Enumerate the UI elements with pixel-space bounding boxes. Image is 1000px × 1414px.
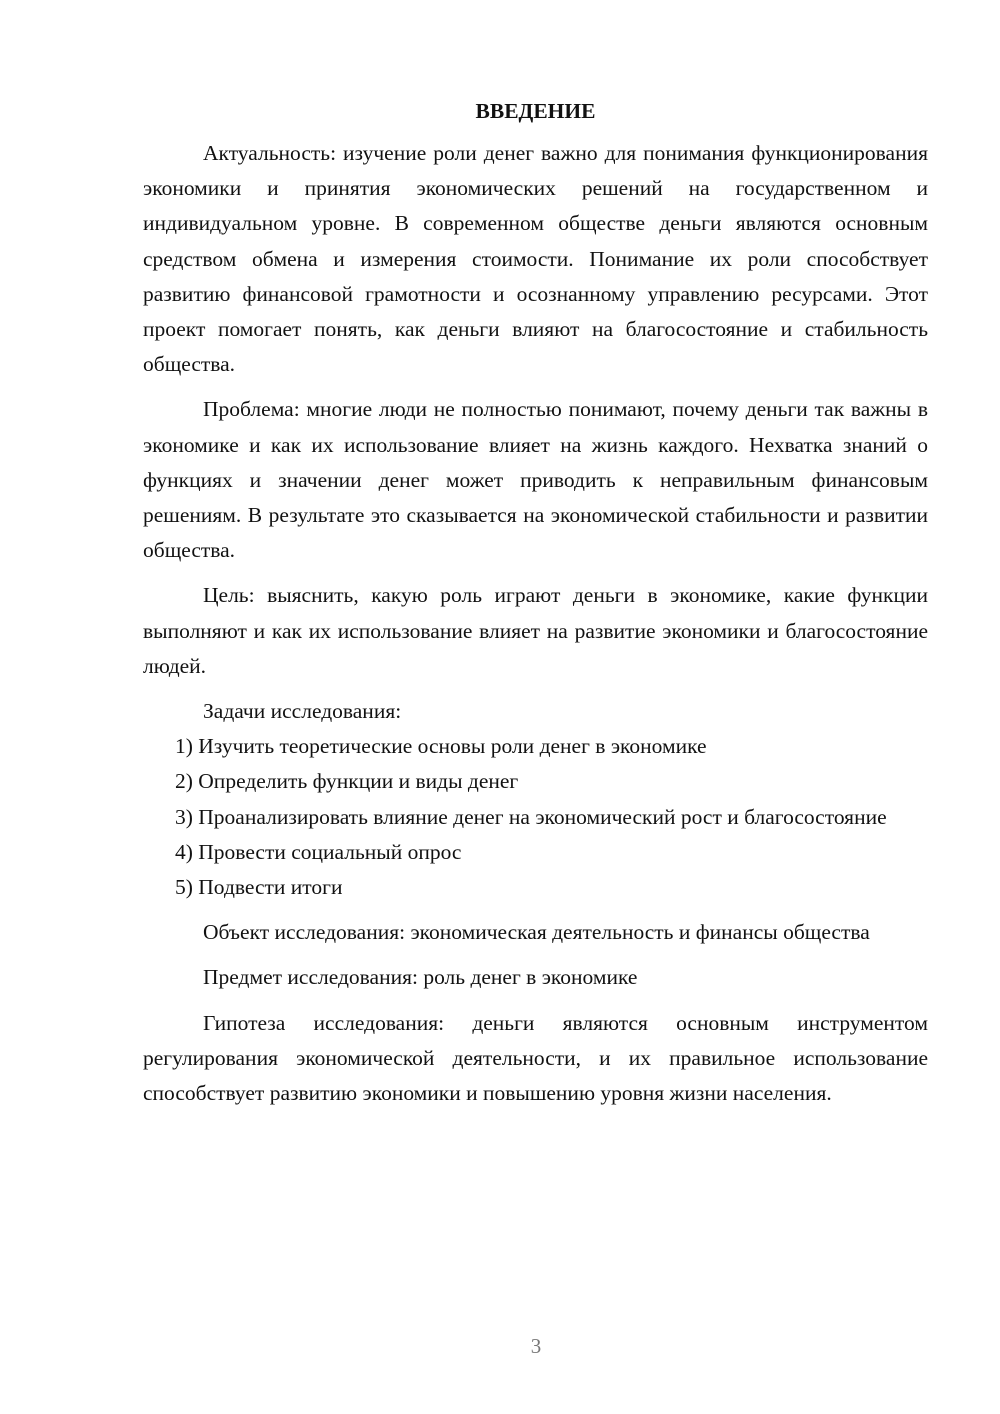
task-item-4: 4) Провести социальный опрос	[175, 839, 462, 864]
paragraph-hypothesis: Гипотеза исследования: деньги являются основным инструментом регулирования экономической деятельности, и их правильное использование способствует развитию экономики и повышению уровня жизни населения.	[143, 1010, 928, 1106]
task-item-3: 3) Проанализировать влияние денег на экономический рост и благосостояние	[175, 804, 887, 829]
paragraph-subject: Предмет исследования: роль денег в экономике	[203, 965, 638, 990]
page-title: ВВЕДЕНИЕ	[475, 99, 596, 123]
paragraph-goal: Цель: выяснить, какую роль играют деньги в экономике, какие функции выполняют и как их использование влияет на развитие экономики и благосостояние людей.	[143, 583, 928, 678]
paragraph-object: Объект исследования: экономическая деятельность и финансы общества	[203, 920, 870, 945]
paragraph-relevance: Актуальность: изучение роли денег важно для понимания функционирования экономики и принятия экономических решений на государственном и индивидуальном уровне. В современном обществе деньги являются основным средством обмена и измерения стоимости. Понимание их роли способствует развитию финансовой грамотности и осознанному управлению ресурсами. Этот проект помогает понять, как деньги влияют на благосостояние и стабильность общества.	[143, 141, 928, 377]
page-number: 3	[530, 1334, 542, 1358]
task-item-5: 5) Подвести итоги	[175, 875, 343, 900]
tasks-heading: Задачи исследования:	[203, 699, 402, 724]
page-content	[143, 96, 928, 1111]
task-item-2: 2) Определить функции и виды денег	[175, 769, 519, 794]
task-item-1: 1) Изучить теоретические основы роли денег в экономике	[175, 734, 707, 759]
paragraph-problem: Проблема: многие люди не полностью понимают, почему деньги так важны в экономике и как их использование влияет на жизнь каждого. Нехватка знаний о функциях и значении денег может приводить к неправильным финансовым решениям. В результате это сказывается на экономической стабильности и развитии общества.	[143, 397, 928, 563]
